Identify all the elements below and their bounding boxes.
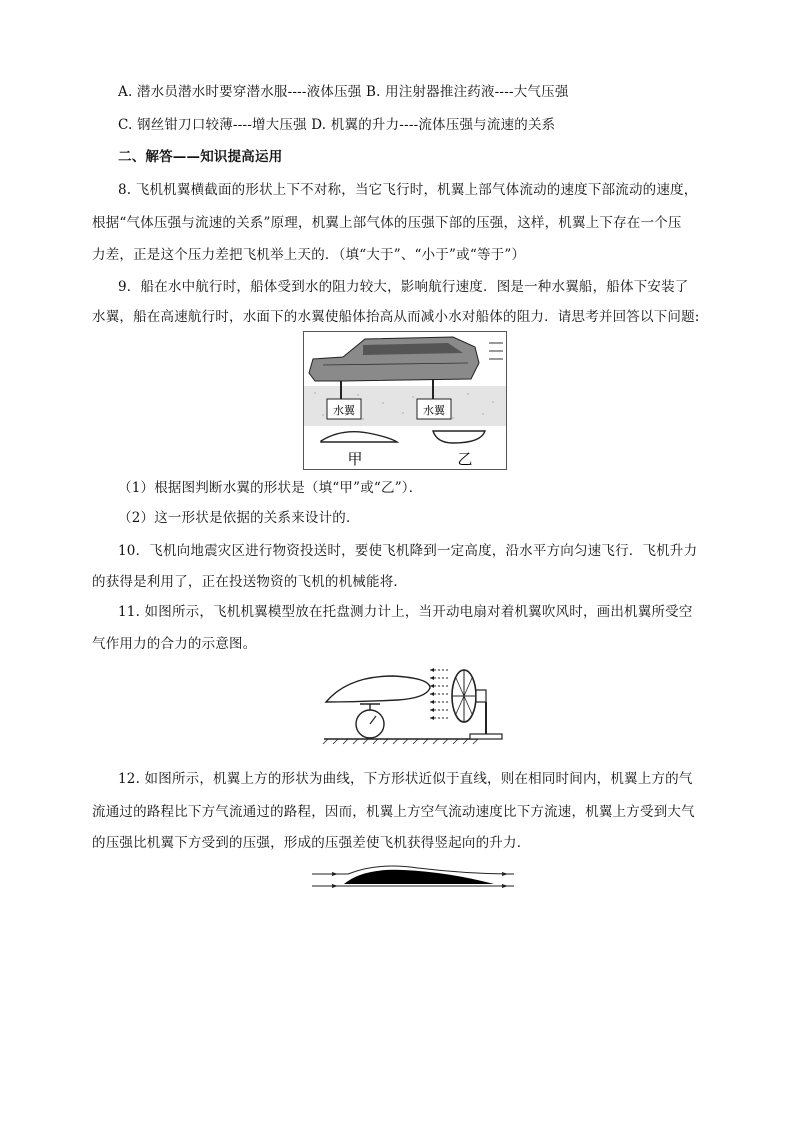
airfoil-shape — [344, 870, 494, 884]
wing-scale-fan-svg — [318, 664, 518, 748]
shape-a-label: 甲 — [347, 450, 363, 468]
q11-line1: 11. 如图所示，飞机机翼模型放在托盘测力计上，当开动电扇对着机翼吹风时，画出机翼所受空 — [118, 604, 693, 620]
boat-window — [363, 343, 463, 355]
wing-model — [326, 676, 430, 702]
q8-line3: 力差，正是这个压力差把飞机举上天的．（填“大于”、“小于”或“等于”） — [92, 247, 526, 263]
q12-line3: 的压强比机翼下方受到的压强，形成的压强差使飞机获得竖起向的升力． — [92, 835, 531, 851]
q9-sub2: （2）这一形状是依据的关系来设计的． — [118, 510, 360, 526]
shape-b-label: 乙 — [457, 450, 473, 468]
q9-line2: 水翼，船在高速航行时，水面下的水翼使船体抬高从而减小水对船体的阻力．请思考并回答以下问题: — [92, 309, 700, 325]
q12-line2: 流通过的路程比下方气流通过的路程，因而，机翼上方空气流动速度比下方流速，机翼上方受到大气 — [92, 804, 695, 820]
fan-base — [470, 734, 502, 739]
option-a-b: A. 潜水员潜水时要穿潜水服----液体压强 B. 用注射器推注药液----大气压强 — [118, 84, 569, 100]
q8-line2: 根据“气体压强与流速的关系”原理，机翼上部气体的压强下部的压强，这样，机翼上下存在一个压 — [92, 215, 682, 231]
hydrofoil-boat-svg — [303, 331, 507, 470]
q9-line1: 9．船在水中航行时，船体受到水的阻力较大，影响航行速度．图是一种水翼船，船体下安装了 — [118, 279, 689, 295]
q11-line2: 气作用力的合力的示意图。 — [92, 636, 257, 652]
hydrofoil-label-left: 水翼 — [333, 404, 355, 417]
q10-line1: 10．飞机向地震灾区进行物资投送时，要使飞机降到一定高度，沿水平方向匀速飞行．飞机升力 — [118, 543, 698, 559]
section-title: 二、解答——知识提高运用 — [118, 149, 283, 165]
q10-line2: 的获得是利用了，正在投送物资的飞机的机械能将． — [92, 574, 408, 590]
q9-sub1: （1）根据图判断水翼的形状是（填“甲”或“乙”）． — [118, 480, 423, 496]
fan-motor — [476, 690, 486, 702]
hydrofoil-boat-figure — [303, 331, 507, 470]
option-c-d: C. 钢丝钳刀口较薄----增大压强 D. 机翼的升力----流体压强与流速的关系 — [118, 117, 556, 133]
airfoil-airflow-figure — [308, 862, 518, 896]
q8-line1: 8. 飞机机翼横截面的形状上下不对称，当它飞行时，机翼上部气体流动的速度下部流动的速度， — [118, 182, 698, 198]
airfoil-airflow-svg — [308, 862, 518, 896]
wing-scale-fan-figure — [318, 664, 518, 748]
hydrofoil-label-right: 水翼 — [423, 404, 445, 417]
q12-line1: 12. 如图所示，机翼上方的形状为曲线，下方形状近似于直线，则在相同时间内，机翼上方的气 — [118, 771, 693, 787]
